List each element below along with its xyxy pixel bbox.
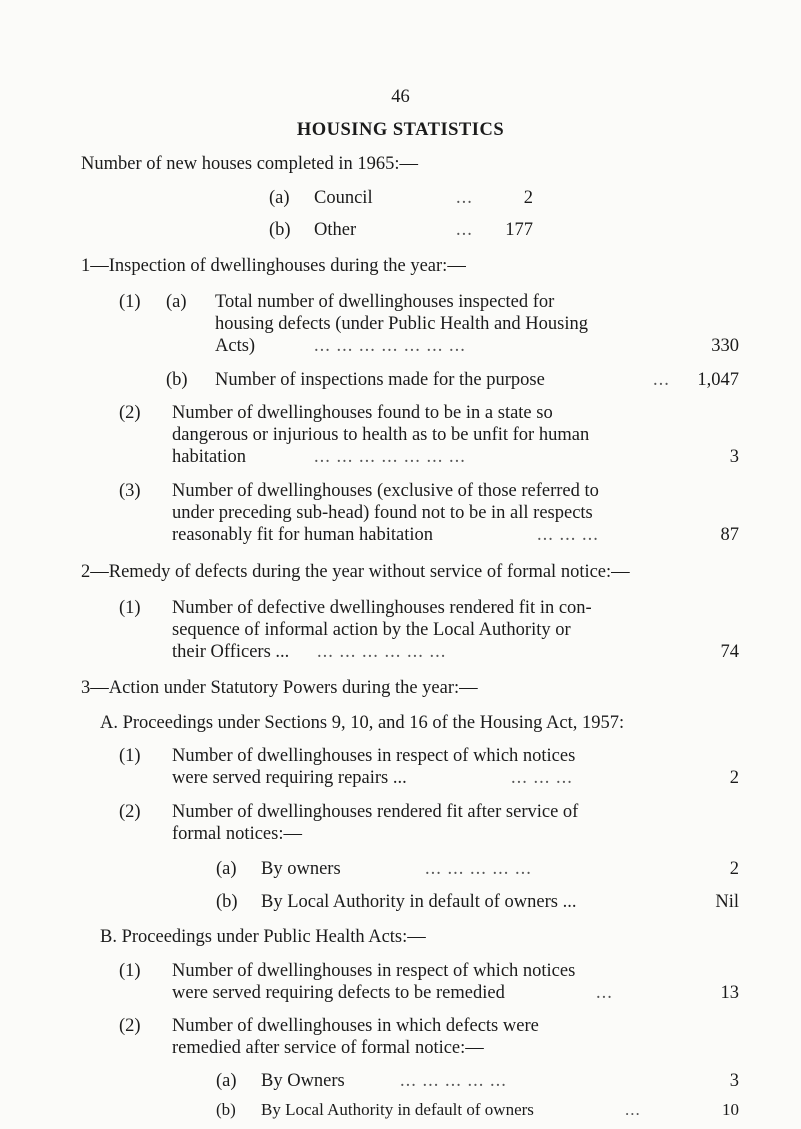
s3a-item2-line1: Number of dwellinghouses rendered fit after service of [172,802,579,822]
s1-item2-line3: habitation [172,447,246,467]
s3a-item1-dots: ... ... ... [511,768,573,788]
s2-item1-dots: ... ... ... ... ... ... [317,642,447,662]
s3b-item2b-mark: (b) [216,1100,236,1119]
s3b-item2b-dots: ... [625,1100,641,1119]
s3a-item2a-dots: ... ... ... ... ... [425,859,532,879]
s1-item1a-line3: Acts) [215,336,256,356]
s1-item1a-mark: (a) [166,292,187,312]
council-value: 2 [523,188,533,208]
page-number: 46 [391,87,410,107]
s3b-item1-mark: (1) [119,961,141,981]
s3a-item2a-label: By owners [261,859,341,879]
s3b-heading: B. Proceedings under Public Health Acts:— [100,927,426,947]
s3a-item1-value: 2 [729,768,739,788]
other-value: 177 [505,220,533,240]
s1-item1b-label: Number of inspections made for the purpose [215,370,545,390]
s1-item1a-line1: Total number of dwellinghouses inspected for [215,292,555,312]
s1-item3-line3: reasonably fit for human habitation [172,525,433,545]
s1-item3-line2: under preceding sub-head) found not to be in all respects [172,503,593,523]
s1-item1-number: (1) [119,292,141,312]
s2-item1-line1: Number of defective dwellinghouses rendered fit in con- [172,598,592,618]
s2-item1-value: 74 [720,642,739,662]
s3b-item2a-label: By Owners [261,1071,345,1091]
s3a-item2b-mark: (b) [216,892,238,912]
s1-item3-mark: (3) [119,481,141,501]
s2-item1-mark: (1) [119,598,141,618]
s2-item1-line3: their Officers ... [172,642,290,662]
s1-item2-line1: Number of dwellinghouses found to be in a state so [172,403,553,423]
s3b-item1-line1: Number of dwellinghouses in respect of which notices [172,961,576,981]
s3b-item2-line1: Number of dwellinghouses in which defects were [172,1016,539,1036]
s1-item2-mark: (2) [119,403,141,423]
s3b-item1-line2: were served requiring defects to be remedied [172,983,505,1003]
section2-heading: 2—Remedy of defects during the year without service of formal notice:— [81,562,630,582]
s3b-item2b-value: 10 [722,1100,739,1119]
s1-item1a-line2: housing defects (under Public Health and Housing [215,314,589,334]
s3b-item1-value: 13 [720,983,739,1003]
council-mark: (a) [269,188,290,208]
s3b-item1-dots: ... [596,983,613,1003]
s1-item2-line2: dangerous or injurious to health as to be unfit for human [172,425,590,445]
other-mark: (b) [269,220,291,240]
s3a-item1-line2: were served requiring repairs ... [172,768,407,788]
other-label: Other [314,220,357,240]
s3a-heading: A. Proceedings under Sections 9, 10, and 16 of the Housing Act, 1957: [100,713,625,733]
s3a-item1-line1: Number of dwellinghouses in respect of which notices [172,746,576,766]
s1-item2-value: 3 [729,447,739,467]
s1-item1a-value: 330 [711,336,739,356]
s3b-item2a-value: 3 [729,1071,739,1091]
s3a-item2a-mark: (a) [216,859,237,879]
s3b-item2a-mark: (a) [216,1071,237,1091]
s1-item1b-dots: ... [653,370,670,390]
council-label: Council [314,188,373,208]
s1-item3-value: 87 [720,525,739,545]
s3b-item2-line2: remedied after service of formal notice:— [172,1038,484,1058]
s1-item1b-value: 1,047 [697,370,739,390]
s3a-item2a-value: 2 [729,859,739,879]
s1-item1a-dots: ... ... ... ... ... ... ... [314,336,466,356]
s3a-item2b-label: By Local Authority in default of owners ... [261,892,577,912]
s3b-item2-mark: (2) [119,1016,141,1036]
s2-item1-line2: sequence of informal action by the Local Authority or [172,620,571,640]
new-houses-heading: Number of new houses completed in 1965:— [81,154,419,174]
s3b-item2a-dots: ... ... ... ... ... [400,1071,507,1091]
s3a-item2b-value: Nil [715,892,739,912]
s3b-item2b-label: By Local Authority in default of owners [261,1100,534,1119]
section1-heading: 1—Inspection of dwellinghouses during the year:— [81,256,466,276]
s3a-item2-line2: formal notices:— [172,824,302,844]
s1-item3-dots: ... ... ... [537,525,599,545]
s1-item1b-mark: (b) [166,370,188,390]
council-dots: ... [456,188,473,208]
s1-item3-line1: Number of dwellinghouses (exclusive of those referred to [172,481,599,501]
section3-heading: 3—Action under Statutory Powers during the year:— [81,678,478,698]
s3a-item1-mark: (1) [119,746,141,766]
page-title: HOUSING STATISTICS [296,120,505,140]
other-dots: ... [456,220,473,240]
s3a-item2-mark: (2) [119,802,141,822]
s1-item2-dots: ... ... ... ... ... ... ... [314,447,466,467]
